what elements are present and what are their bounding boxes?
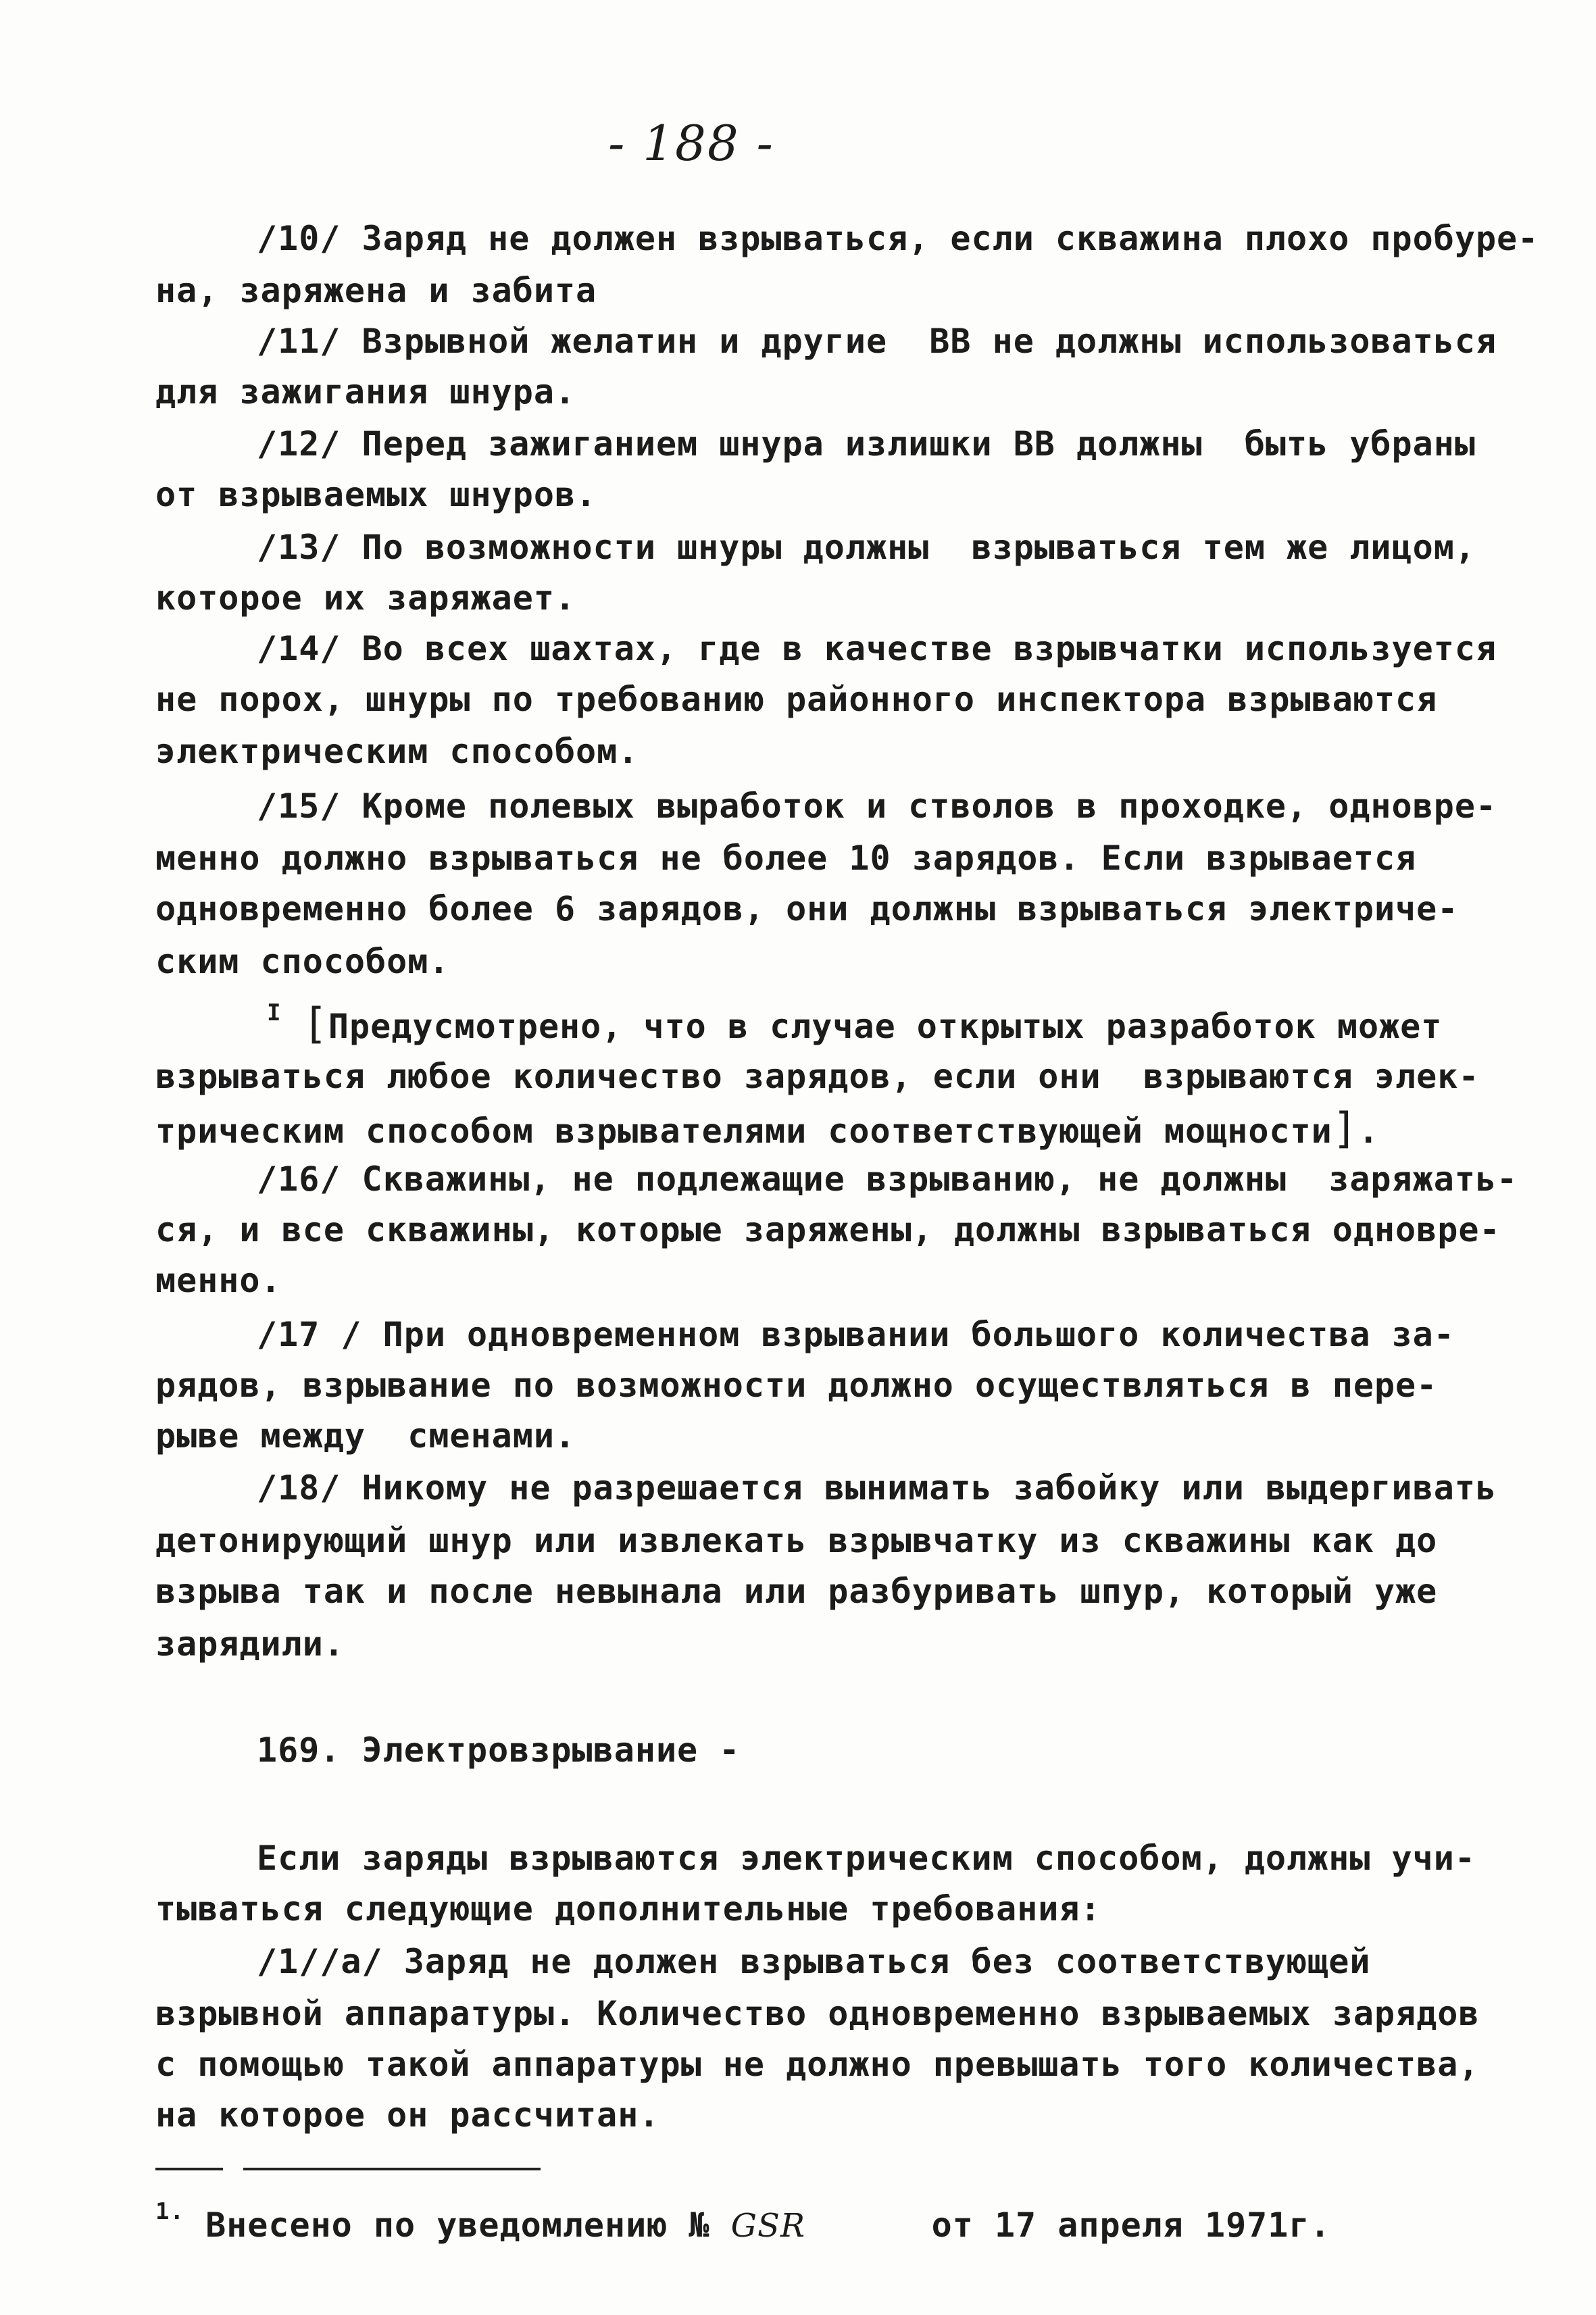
paragraph-12-line-2: от взрываемых шнуров. [155, 475, 597, 514]
section-169-heading: 169. Электровзрывание - [257, 1731, 741, 1770]
footnote [155, 2198, 1331, 2253]
paragraph-18-line-3: взрыва так и после невынала или разбуривать шпур, который уже [155, 1572, 1438, 1611]
item-1a-line-4: на которое он рассчитан. [155, 2095, 660, 2135]
paragraph-16-line-1: /16/ Скважины, не подлежащие взрыванию, не должны заряжать- [257, 1160, 1518, 1199]
item-1a-line-3: с помощью такой аппаратуры не должно превышать того количества, [155, 2045, 1480, 2084]
close-bracket: ] [1332, 1103, 1359, 1153]
footnote-handwritten-ref: GSR [730, 2207, 806, 2245]
amendment-line-2: взрываться любое количество зарядов, если они взрываются элек- [155, 1057, 1480, 1096]
paragraph-16-line-2: ся, и все скважины, которые заряжены, должны взрываться одновре- [155, 1210, 1501, 1249]
item-1a-line-1: /1//а/ Заряд не должен взрываться без соответствующей [257, 1942, 1371, 1981]
paragraph-15-line-4: ским способом. [155, 942, 450, 981]
paragraph-13-line-2: которое их заряжает. [155, 578, 576, 618]
paragraph-10-line-1: /10/ Заряд не должен взрываться, если скважина плохо пробуре- [257, 219, 1539, 258]
paragraph-18-line-1: /18/ Никому не разрешается вынимать забойку или выдергивать [257, 1468, 1497, 1508]
footnote-rule-short [155, 2168, 223, 2170]
paragraph-15-line-1: /15/ Кроме полевых выработок и стволов в проходке, одновре- [257, 787, 1497, 826]
paragraph-18-line-4: зарядили. [155, 1624, 345, 1664]
footnote-marker: I [267, 999, 282, 1026]
paragraph-11-line-1: /11/ Взрывной желатин и другие ВВ не должны использоваться [257, 322, 1497, 361]
paragraph-10-line-2: на, заряжена и забита [155, 271, 597, 310]
paragraph-12-line-1: /12/ Перед зажиганием шнура излишки ВВ должны быть убраны [257, 424, 1476, 464]
section-169-intro-line-2: тываться следующие дополнительные требования: [155, 1889, 1101, 1928]
paragraph-11-line-2: для зажигания шнура. [155, 372, 576, 412]
paragraph-18-line-2: детонирующий шнур или извлекать взрывчатку из скважины как до [155, 1521, 1438, 1560]
paragraph-14-line-3: электрическим способом. [155, 732, 639, 771]
footnote-text-before: Внесено по уведомлению № [205, 2206, 710, 2245]
paragraph-17-line-2: рядов, взрывание по возможности должно осуществляться в пере- [155, 1366, 1438, 1405]
paragraph-15-line-2: менно должно взрываться не более 10 зарядов. Если взрывается [155, 839, 1417, 878]
footnote-number: 1. [155, 2198, 184, 2225]
amendment-line-3: трическим способом взрывателями соответствующей мощности]. [155, 1103, 1380, 1153]
paragraph-14-line-1: /14/ Во всех шахтах, где в качестве взрывчатки используется [257, 629, 1497, 668]
paragraph-17-line-3: рыве между сменами. [155, 1416, 576, 1455]
open-bracket: [ [302, 999, 328, 1048]
paragraph-17-line-1: /17 / При одновременном взрывании большого количества за- [257, 1315, 1455, 1354]
footnote-rule-long [243, 2168, 541, 2170]
item-1a-line-2: взрывной аппаратуры. Количество одновременно взрываемых зарядов [155, 1994, 1480, 2033]
paragraph-13-line-1: /13/ По возможности шнуры должны взрываться тем же лицом, [257, 528, 1476, 567]
amendment-text-1: Предусмотрено, что в случае открытых разработок может [328, 1007, 1443, 1046]
paragraph-14-line-2: не порох, шнуры по требованию районного инспектора взрываются [155, 680, 1438, 719]
amendment-line-1 [267, 1000, 1442, 1054]
paragraph-16-line-3: менно. [155, 1261, 282, 1300]
page-number: - 188 - [608, 115, 774, 172]
amendment-text-3: трическим способом взрывателями соответствующей мощности [155, 1112, 1332, 1151]
paragraph-15-line-3: одновременно более 6 зарядов, они должны взрываться электриче- [155, 889, 1459, 928]
section-169-intro-line-1: Если заряды взрываются электрическим способом, должны учи- [257, 1839, 1476, 1878]
footnote-text-after: от 17 апреля 1971г. [931, 2206, 1331, 2245]
